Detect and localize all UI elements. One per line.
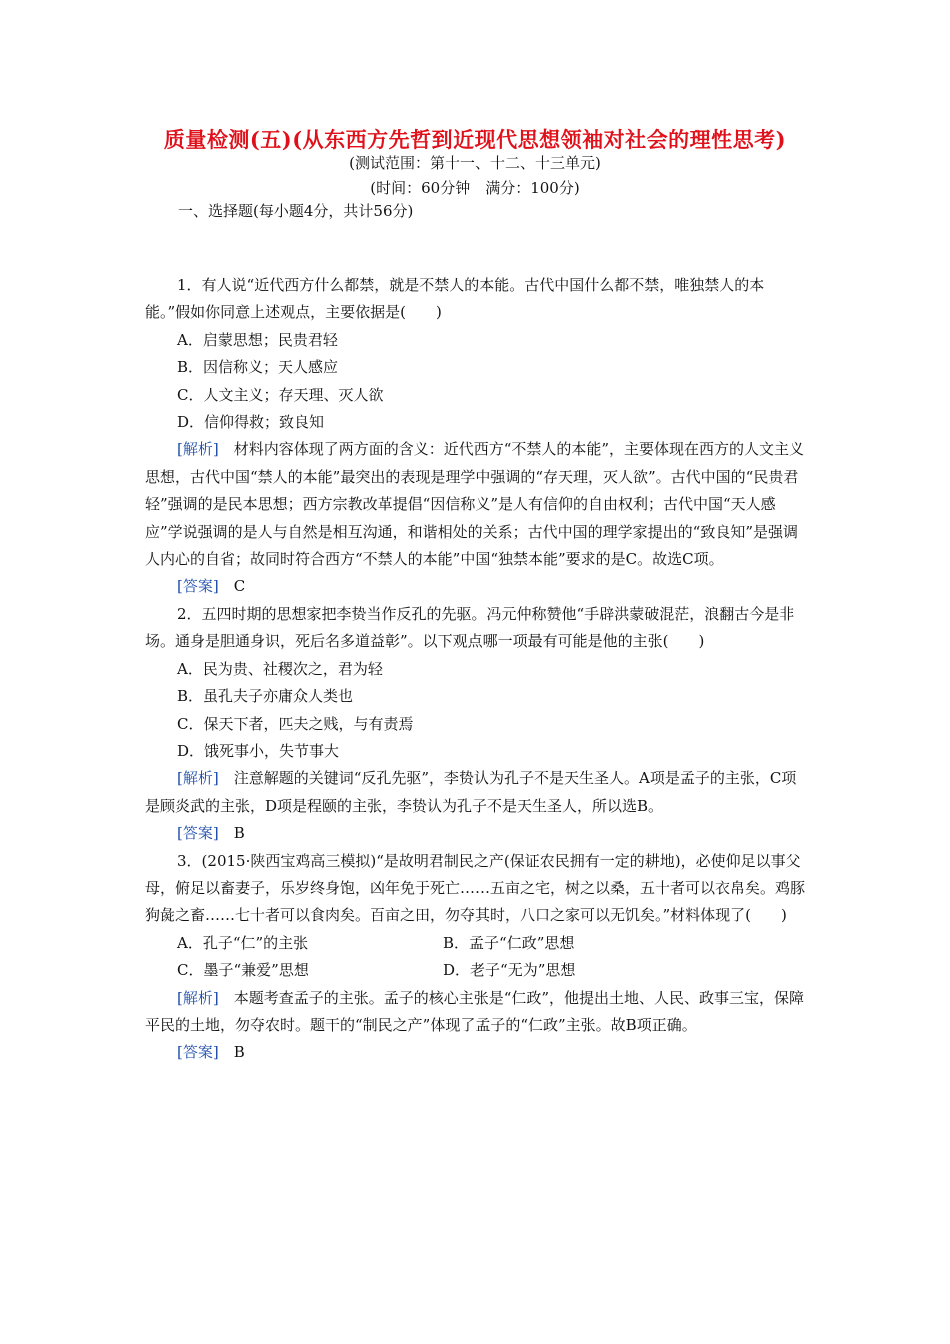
question-2-option-d: D．饿死事小，失节事大 <box>177 741 340 760</box>
question-1-analysis <box>145 436 807 573</box>
question-3-option-a: A．孔子“仁”的主张 <box>177 933 309 952</box>
analysis-text: 材料内容体现了两方面的含义：近代西方“不禁人的本能”，主要体现在西方的人文主义思想，古代中国“禁人的本能”最突出的表现是理学中强调的“存天理，灭人欲”。古代中国的“民贵君轻”强调的是民本思想；西方宗教改革提倡“因信称义”是人有信仰的自由权利；古代中国“天人感应”学说强调的是人与自然是相互沟通，和谐相处的关系；古代中国的理学家提出的“致良知”是强调人内心的自省；故同时符合西方“不禁人的本能”中国“独禁本能”要求的是C。故选C项。 <box>145 440 805 569</box>
answer-text: B <box>218 824 245 843</box>
question-1-answer <box>145 573 807 600</box>
question-list <box>145 272 807 1067</box>
question-2-option-c: C．保天下者，匹夫之贱，与有责焉 <box>177 714 414 733</box>
analysis-text: 本题考查孟子的主张。孟子的核心主张是“仁政”，他提出土地、人民、政事三宝，保障平民的土地，勿夺农时。题干的“制民之产”体现了孟子的“仁政”主张。故B项正确。 <box>145 988 805 1034</box>
analysis-tag: [解析] <box>177 440 219 459</box>
page-title: 质量检测(五)(从东西方先哲到近现代思想领袖对社会的理性思考) <box>163 127 787 152</box>
analysis-tag: [解析] <box>177 988 219 1007</box>
answer-text: B <box>218 1043 245 1062</box>
question-2-answer <box>145 820 807 847</box>
time-and-score: (时间：60分钟 满分：100分) <box>370 179 580 197</box>
answer-text: C <box>218 577 246 596</box>
section-heading: 一、选择题(每小题4分，共计56分) <box>178 202 414 220</box>
question-1-option-c: C．人文主义；存天理、灭人欲 <box>177 385 384 404</box>
answer-tag: [答案] <box>177 577 219 596</box>
question-2-option-b: B．虽孔夫子亦庸众人类也 <box>177 687 354 706</box>
question-3-stem: 3．(2015·陕西宝鸡高三模拟)“是故明君制民之产(保证农民拥有一定的耕地)，必使仰足以事父母，俯足以畜妻子，乐岁终身饱，凶年免于死亡……五亩之宅，树之以桑，五十者可以衣帛矣。鸡豚狗彘之畜……七十者可以食肉矣。百亩之田，勿夺其时，八口之家可以无饥矣。”材料体现了( ) <box>145 851 806 925</box>
question-3-options-row-1 <box>145 930 807 957</box>
answer-tag: [答案] <box>177 824 219 843</box>
analysis-tag: [解析] <box>177 769 219 788</box>
question-1-option-a: A．启蒙思想；民贵君轻 <box>177 330 338 349</box>
question-3-option-d: D．老子“无为”思想 <box>443 961 576 980</box>
test-scope: (测试范围：第十一、十二、十三单元) <box>349 154 601 172</box>
answer-tag: [答案] <box>177 1043 219 1062</box>
question-2-option-a: A．民为贵、社稷次之，君为轻 <box>177 659 383 678</box>
question-1-stem: 1．有人说“近代西方什么都禁，就是不禁人的本能。古代中国什么都不禁，唯独禁人的本能。”假如你同意上述观点，主要依据是( ) <box>145 276 765 322</box>
analysis-text: 注意解题的关键词“反孔先驱”，李贽认为孔子不是天生圣人。A项是孟子的主张，C项是顾炎武的主张，D项是程颐的主张，李贽认为孔子不是天生圣人，所以选B。 <box>145 769 797 815</box>
question-3-option-b: B．孟子“仁政”思想 <box>443 933 575 952</box>
question-3-options-row-2 <box>145 957 807 984</box>
question-3-answer <box>145 1039 807 1066</box>
question-2-stem: 2．五四时期的思想家把李贽当作反孔的先驱。冯元仲称赞他“手辟洪蒙破混茫，浪翻古今是非场。通身是胆通身识，死后名多道益彰”。以下观点哪一项最有可能是他的主张( ) <box>145 604 795 651</box>
question-2-analysis <box>145 765 807 820</box>
question-1-option-b: B．因信称义；天人感应 <box>177 358 339 377</box>
question-1-option-d: D．信仰得救；致良知 <box>177 413 325 432</box>
question-3-analysis <box>145 985 807 1040</box>
question-3-option-c: C．墨子“兼爱”思想 <box>177 961 309 980</box>
